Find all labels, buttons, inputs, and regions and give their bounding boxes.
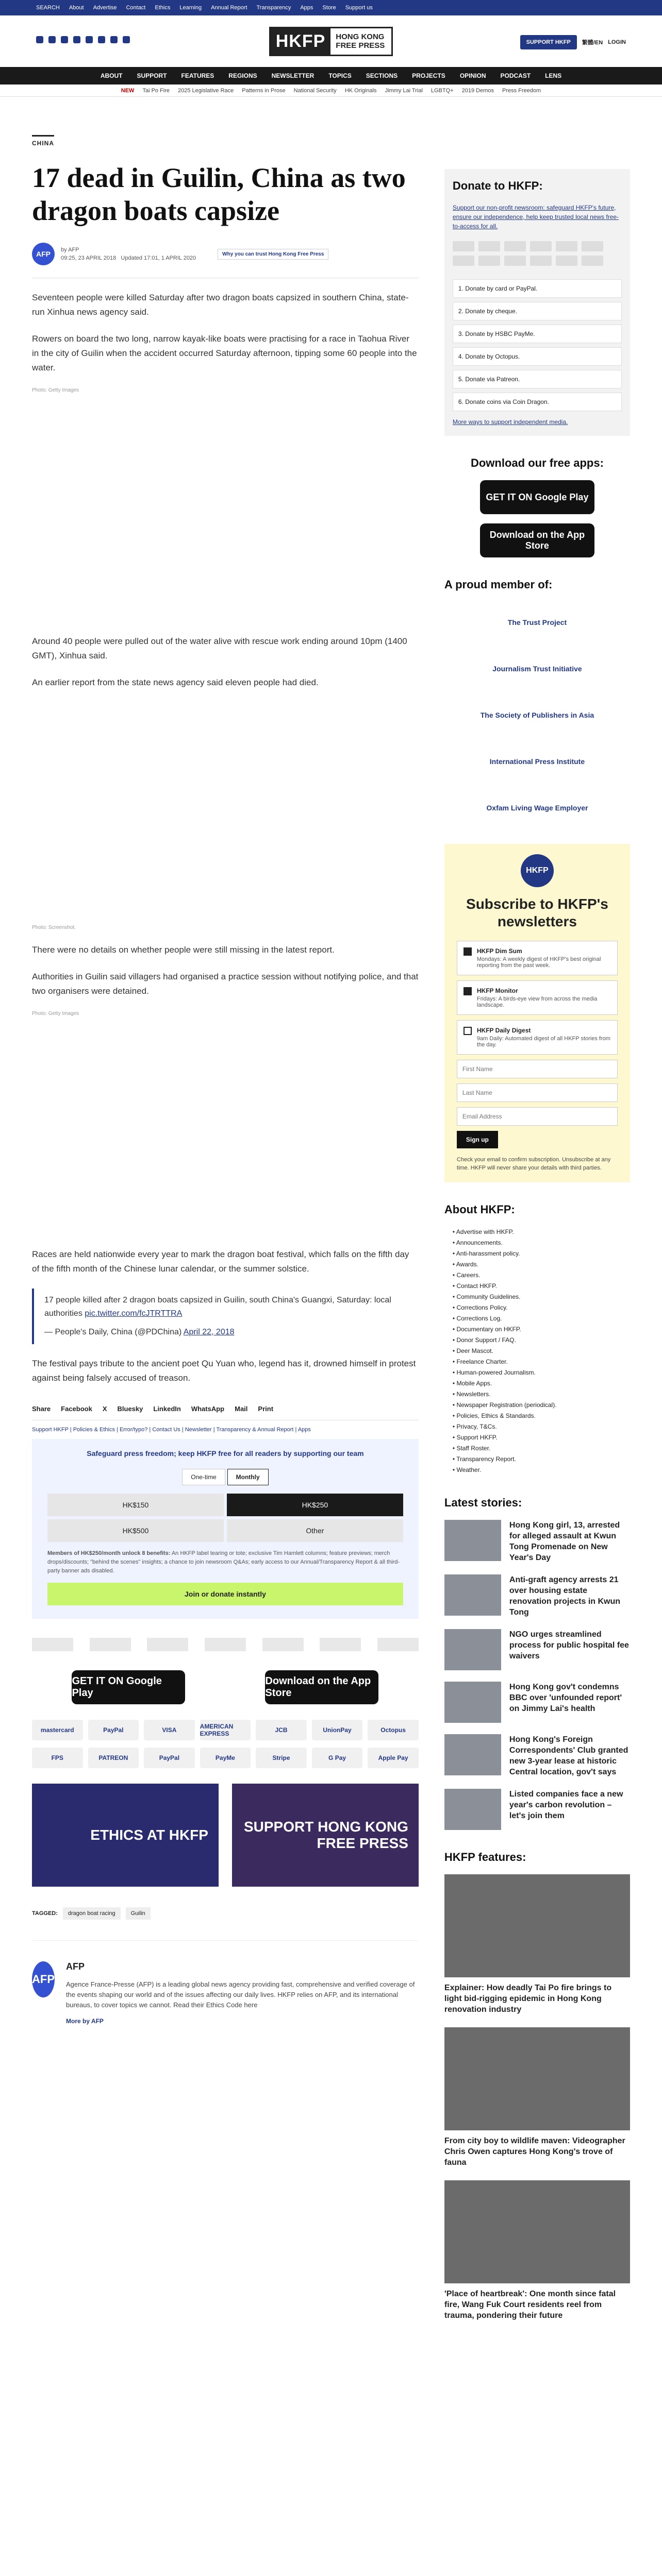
social-icons [36,36,130,43]
language-switch[interactable]: 繁體/EN [582,40,603,46]
story-title[interactable]: Hong Kong's Foreign Correspondents' Club granted new 3-year lease at historic Central location, gov't says [509,1735,628,1776]
tweet-source: — People's Daily, China (@PDChina) [44,1328,182,1336]
story-title[interactable]: Hong Kong gov't condemns BBC over 'unfounded report' on Jimmy Lai's health [509,1683,622,1713]
image-caption: Photo: Getty Images [32,387,79,393]
logo-text: HONG KONG FREE PRESS [336,32,385,50]
nav-podcast[interactable]: PODCAST [500,72,531,79]
donate-widget [32,1439,419,1619]
amount-other[interactable]: Other [227,1519,403,1542]
article-title: 17 dead in Guilin, China as two dragon boats capsize [32,162,406,226]
story-thumb[interactable] [444,1629,501,1670]
tag[interactable]: Guilin [126,1907,151,1920]
topbar-about[interactable]: About [69,5,84,11]
author-avatar[interactable]: AFP [32,1961,55,1997]
newsletter-option[interactable] [457,980,618,1015]
first-name-input[interactable] [457,1060,618,1078]
author-box [32,1940,419,2025]
about-link[interactable]: • Privacy, T&Cs. [453,1421,630,1432]
option-desc: 9am Daily: Automated digest of all HKFP stories from the day. [476,1036,610,1048]
more-ways-link[interactable]: More ways to support independent media. [452,418,568,426]
about-link[interactable]: • Corrections Log. [453,1313,630,1324]
about-list [444,1227,630,1476]
rss-icon[interactable] [123,36,130,43]
author-name[interactable]: AFP [68,247,79,253]
story-thumb[interactable] [444,1682,501,1723]
story-item[interactable] [444,1520,630,1563]
newsletter-box [444,844,630,1182]
site-logo[interactable] [269,27,393,56]
amount-500[interactable]: HK$500 [47,1519,224,1542]
tab-monthly[interactable]: Monthly [227,1469,269,1485]
topbar-contact[interactable]: Contact [126,5,146,11]
about-link[interactable]: • Newspaper Registration (periodical). [453,1400,630,1411]
topbar-learning[interactable]: Learning [179,5,202,11]
email-input[interactable] [457,1107,618,1126]
about-link[interactable]: • Weather. [453,1465,630,1476]
tags [32,1907,419,1920]
about-link[interactable]: • Support HKFP. [453,1432,630,1443]
threads-icon[interactable] [73,36,80,43]
card-logos [453,241,622,266]
image-caption: Photo: Screenshot. [32,925,76,930]
new-badge: NEW [121,87,135,94]
facebook-icon[interactable] [36,36,43,43]
ethics-promo[interactable]: ETHICS AT HKFP [32,1784,219,1887]
story-title[interactable]: Anti-graft agency arrests 21 over housing estate renovation projects in Kwun Tong [509,1575,621,1617]
topbar-store[interactable]: Store [322,5,336,11]
feature-image[interactable] [444,2027,630,2130]
partner-logo[interactable] [32,1638,73,1651]
ad-space [32,405,419,622]
card-icon [453,256,474,266]
membership-section [444,578,630,828]
by-label: by [61,247,67,253]
nav-regions[interactable]: REGIONS [228,72,257,79]
paragraph: Seventeen people were killed Saturday after two dragon boats capsized in southern China, state-run Xinhua news agency said. [32,293,409,317]
share-print[interactable]: Print [258,1405,274,1413]
tweet-text: 17 people killed after 2 dragon boats capsized in Guilin, south China's Guangxi, Saturday: local authorities [44,1296,391,1318]
features-title: HKFP features: [444,1851,526,1863]
trending-item[interactable]: Press Freedom [502,87,541,94]
support-button[interactable]: SUPPORT HKFP [520,35,577,49]
about-link[interactable]: • Anti-harassment policy. [453,1248,630,1259]
apps-title: Download our free apps: [470,456,604,469]
footer-links[interactable]: Support HKFP | Policies & Ethics | Error/typo? | Contact Us | Newsletter | Transparency & Annual Report | Apps [32,1427,311,1433]
partner-logo[interactable] [262,1638,304,1651]
donate-method[interactable]: 4. Donate by Octopus. [453,347,622,366]
feature-card[interactable] [444,2180,630,2321]
card-icon [453,241,474,251]
hkfp-icon: HKFP [521,854,554,887]
author-avatar[interactable]: AFP [32,243,55,265]
card-icon [530,241,552,251]
card-icon [478,256,500,266]
card-icon [582,241,603,251]
payment-logo: PayMe [200,1748,251,1768]
article [32,97,419,2333]
nav-projects[interactable]: PROJECTS [412,72,445,79]
about-link[interactable]: • Freelance Charter. [453,1357,630,1367]
member-logos [32,1634,419,1655]
donate-title: Donate to HKFP: [452,179,543,192]
story-item[interactable] [444,1574,630,1618]
trending-item[interactable]: Jimmy Lai Trial [385,87,423,94]
nav-support[interactable]: SUPPORT [137,72,167,79]
trending-item[interactable]: 2019 Demos [461,87,494,94]
feature-title[interactable]: Explainer: How deadly Tai Po fire brings to light bid-rigging epidemic in Hong Kong renovation industry [444,1984,612,2014]
option-title: HKFP Daily Digest [476,1027,531,1034]
story-title[interactable]: NGO urges streamlined process for public hospital fee waivers [509,1630,629,1660]
tag[interactable]: dragon boat racing [63,1907,121,1920]
payment-logo: JCB [256,1720,307,1740]
partner-logo[interactable] [205,1638,246,1651]
member-logo[interactable]: International Press Institute [489,757,585,766]
card-icon [504,241,526,251]
share-whatsapp[interactable]: WhatsApp [191,1405,225,1413]
payment-methods [32,1720,419,1768]
latest-stories [444,1496,630,1830]
mail-icon[interactable] [110,36,118,43]
join-button[interactable]: Join or donate instantly [47,1583,403,1605]
payment-logo: mastercard [32,1720,83,1740]
payment-logo: G Pay [312,1748,363,1768]
nav-about[interactable]: ABOUT [100,72,123,79]
story-title[interactable]: Listed companies face a new year's carbon revolution – let's join them [509,1790,623,1820]
features-section [444,1851,630,2321]
checkbox-icon[interactable] [464,1027,472,1035]
login-link[interactable]: LOGIN [608,39,626,45]
payment-logo: UnionPay [312,1720,363,1740]
share-x[interactable]: X [102,1405,107,1413]
story-thumb[interactable] [444,1574,501,1616]
topbar-advertise[interactable]: Advertise [93,5,117,11]
share-label: Share [32,1405,51,1413]
story-thumb[interactable] [444,1734,501,1775]
support-promo[interactable]: SUPPORT HONG KONG FREE PRESS [232,1784,419,1887]
card-icon [504,256,526,266]
payment-logo: Octopus [368,1720,419,1740]
perks-text: An HKFP label tearing or tote; exclusive Tim Hamlett columns; feature previews; merch drops/discounts; "behind the scenes" insights; a chance to join newsroom Q&As; early access to our Annual/Transparency Report & all third-party banner ads disabled. [47,1550,400,1574]
perks-title: Members of HK$250/month unlock 8 benefits: [47,1550,171,1556]
newsletter-title: Subscribe to HKFP's newsletters [466,896,608,929]
topbar-ethics[interactable]: Ethics [155,5,171,11]
google-play-button[interactable]: GET IT ON Google Play [72,1670,185,1704]
card-icon [556,241,577,251]
nav-newsletter[interactable]: NEWSLETTER [271,72,315,79]
about-link[interactable]: • Contact HKFP. [453,1281,630,1292]
paragraph: Races are held nationwide every year to mark the dragon boat festival, which falls on the fifth day of the fifth month of the Chinese lunar calendar, or the summer solstice. [32,1249,409,1274]
newsletter-option[interactable] [457,941,618,975]
newsletter-fineprint: Check your email to confirm subscription. Unsubscribe at any time. HKFP will never share your details with third parties. [456,1157,611,1171]
story-title[interactable]: Hong Kong girl, 13, arrested for alleged assault at Kwun Tong Promenade on New Year's Day [509,1521,620,1562]
about-link[interactable]: • Policies, Ethics & Standards. [453,1411,630,1421]
about-link[interactable]: • Documentary on HKFP. [453,1324,630,1335]
share-linkedin[interactable]: LinkedIn [153,1405,181,1413]
topbar-transparency[interactable]: Transparency [256,5,291,11]
tab-one-time[interactable]: One-time [182,1469,225,1485]
about-link[interactable]: • Community Guidelines. [453,1292,630,1302]
story-item[interactable] [444,1789,630,1830]
tags-label: TAGGED: [32,1910,58,1917]
partner-logo[interactable] [320,1638,361,1651]
feature-title[interactable]: 'Place of heartbreak': One month since fatal fire, Wang Fuk Court residents reel from trauma, pondering their future [444,2290,616,2320]
last-name-input[interactable] [457,1083,618,1102]
option-title: HKFP Dim Sum [476,947,522,955]
payment-logo: PayPal [144,1748,195,1768]
member-logo[interactable]: The Trust Project [507,618,567,626]
logo-mark: HKFP [271,28,331,55]
story-item[interactable] [444,1629,630,1670]
linkedin-icon[interactable] [86,36,93,43]
author-bio: Agence France-Presse (AFP) is a leading global news agency providing fast, comprehensive and verified coverage of the events shaping our world and of the issues affecting our daily lives. HKFP relies on AFP, and its international bureaus, to cover topics we cannot. Read their Ethics Code here [66,1980,415,2009]
article-category[interactable]: CHINA [32,135,54,147]
topbar-apps[interactable]: Apps [300,5,313,11]
app-store-button[interactable]: Download on the App Store [480,523,594,557]
feature-image[interactable] [444,1874,630,1977]
topbar-annual[interactable]: Annual Report [211,5,247,11]
embedded-tweet [32,1289,419,1344]
latest-title: Latest stories: [444,1496,522,1509]
card-icon [530,256,552,266]
donate-text[interactable]: Support our non-profit newsroom: safeguard HKFP's future, ensure our independence, help keep trusted local news free-to-access for all. [452,204,619,230]
story-thumb[interactable] [444,1520,501,1561]
trending-item[interactable]: HK Originals [344,87,377,94]
paragraph: The festival pays tribute to the ancient poet Qu Yuan who, legend has it, drowned himself in protest against being falsely accused of treason. [32,1359,416,1383]
about-title: About HKFP: [444,1203,515,1216]
nav-opinion[interactable]: OPINION [459,72,486,79]
topbar-support[interactable]: Support us [345,5,373,11]
story-thumb[interactable] [444,1789,501,1830]
search-link[interactable]: SEARCH [36,5,60,11]
about-link[interactable]: • Mobile Apps. [453,1378,630,1389]
donate-sidebar [444,169,630,436]
card-icon [556,256,577,266]
ad-space [32,702,419,919]
app-store-button[interactable]: Download on the App Store [265,1670,378,1704]
about-link[interactable]: • Transparency Report. [453,1454,630,1465]
payment-logo: PATREON [88,1748,139,1768]
member-logo[interactable]: Journalism Trust Initiative [492,665,582,673]
option-title: HKFP Monitor [476,987,518,994]
trending-item[interactable]: Tai Po Fire [142,87,170,94]
trending-item[interactable]: Patterns in Prose [242,87,286,94]
paragraph: Rowers on board the two long, narrow kayak-like boats were practising for a race in Taohua River in the city of Guilin when the accident occurred Saturday afternoon, tipping some 60 people into the water. [32,334,417,372]
about-link[interactable]: • Newsletters. [453,1389,630,1400]
paragraph: Authorities in Guilin said villagers had organised a practice session without notifying police, and that two organisers were detained. [32,972,419,996]
about-link[interactable]: • Awards. [453,1259,630,1270]
youtube-icon[interactable] [98,36,105,43]
donate-headline: Safeguard press freedom; keep HKFP free for all readers by supporting our team [87,1449,364,1458]
donate-method[interactable]: 2. Donate by cheque. [453,302,622,320]
ad-space [32,1029,419,1235]
payment-logo: FPS [32,1748,83,1768]
feature-card[interactable] [444,2027,630,2168]
updated-date: Updated 17:01, 1 APRIL 2020 [121,255,196,261]
image-caption: Photo: Getty Images [32,1011,79,1016]
paragraph: Around 40 people were pulled out of the water alive with rescue work ending around 10pm (1400 GMT), Xinhua said. [32,636,407,660]
amount-250[interactable]: HK$250 [227,1494,403,1516]
apps-section [444,456,630,557]
checkbox-icon[interactable] [464,987,472,995]
story-item[interactable] [444,1734,630,1777]
about-link[interactable]: • Staff Roster. [453,1443,630,1454]
option-desc: Mondays: A weekly digest of HKFP's best original reporting from the past week. [476,956,601,969]
card-icon [478,241,500,251]
top-bar [0,0,662,15]
feature-title[interactable]: From city boy to wildlife maven: Videographer Chris Owen captures Hong Kong's trove of fauna [444,2137,625,2167]
nav-sections[interactable]: SECTIONS [366,72,398,79]
partner-logo[interactable] [147,1638,188,1651]
brand-header [0,15,662,67]
about-link[interactable]: • Human-powered Journalism. [453,1367,630,1378]
option-desc: Fridays: A birds-eye view from across the media landscape. [476,996,598,1008]
nav-lens[interactable]: LENS [545,72,562,79]
byline [32,243,419,278]
trust-badge[interactable]: Why you can trust Hong Kong Free Press [218,249,328,260]
about-link[interactable]: • Deer Mascot. [453,1346,630,1357]
paragraph: There were no details on whether people were still missing in the latest report. [32,945,335,955]
x-icon[interactable] [48,36,56,43]
share-facebook[interactable]: Facebook [61,1405,92,1413]
google-play-button[interactable]: GET IT ON Google Play [480,480,594,514]
trending-item[interactable]: 2025 Legislative Race [178,87,234,94]
main-nav [0,67,662,84]
trending-nav [0,84,662,97]
member-logo[interactable]: The Society of Publishers in Asia [480,711,594,719]
feature-card[interactable] [444,1874,630,2015]
story-item[interactable] [444,1682,630,1723]
partner-logo[interactable] [90,1638,131,1651]
newsletter-option[interactable] [457,1020,618,1055]
payment-logo: VISA [144,1720,195,1740]
donate-method[interactable]: 5. Donate via Patreon. [453,370,622,388]
trending-item[interactable]: National Security [293,87,337,94]
about-section [444,1203,630,1476]
member-title: A proud member of: [444,578,553,591]
about-link[interactable]: • Donor Support / FAQ. [453,1335,630,1346]
donate-method[interactable]: 1. Donate by card or PayPal. [453,279,622,298]
instagram-icon[interactable] [61,36,68,43]
share-bar [32,1398,419,1420]
about-link[interactable]: • Advertise with HKFP. [453,1227,630,1238]
feature-image[interactable] [444,2180,630,2283]
partner-logo[interactable] [377,1638,419,1651]
signup-button[interactable]: Sign up [457,1131,498,1148]
publish-date: 09:25, 23 APRIL 2018 [61,255,117,261]
more-by-author[interactable]: More by AFP [66,2018,104,2025]
trending-item[interactable]: LGBTQ+ [431,87,454,94]
share-mail[interactable]: Mail [235,1405,248,1413]
member-logo[interactable]: Oxfam Living Wage Employer [486,804,588,812]
donate-method[interactable]: 3. Donate by HSBC PayMe. [453,325,622,343]
author-name[interactable]: AFP [66,1961,85,1972]
checkbox-icon[interactable] [464,947,472,956]
tweet-link[interactable]: pic.twitter.com/fcJTRTTRA [85,1309,183,1318]
paragraph: An earlier report from the state news agency said eleven people had died. [32,677,319,687]
about-link[interactable]: • Corrections Policy. [453,1302,630,1313]
about-link[interactable]: • Announcements. [453,1238,630,1248]
share-bluesky[interactable]: Bluesky [117,1405,143,1413]
payment-logo: PayPal [88,1720,139,1740]
about-link[interactable]: • Careers. [453,1270,630,1281]
nav-features[interactable]: FEATURES [181,72,214,79]
payment-logo: AMERICAN EXPRESS [200,1720,251,1740]
nav-topics[interactable]: TOPICS [328,72,352,79]
payment-logo: Apple Pay [368,1748,419,1768]
card-icon [582,256,603,266]
donate-method[interactable]: 6. Donate coins via Coin Dragon. [453,393,622,411]
payment-logo: Stripe [256,1748,307,1768]
amount-150[interactable]: HK$150 [47,1494,224,1516]
tweet-date[interactable]: April 22, 2018 [183,1328,235,1336]
sidebar [444,97,630,2333]
